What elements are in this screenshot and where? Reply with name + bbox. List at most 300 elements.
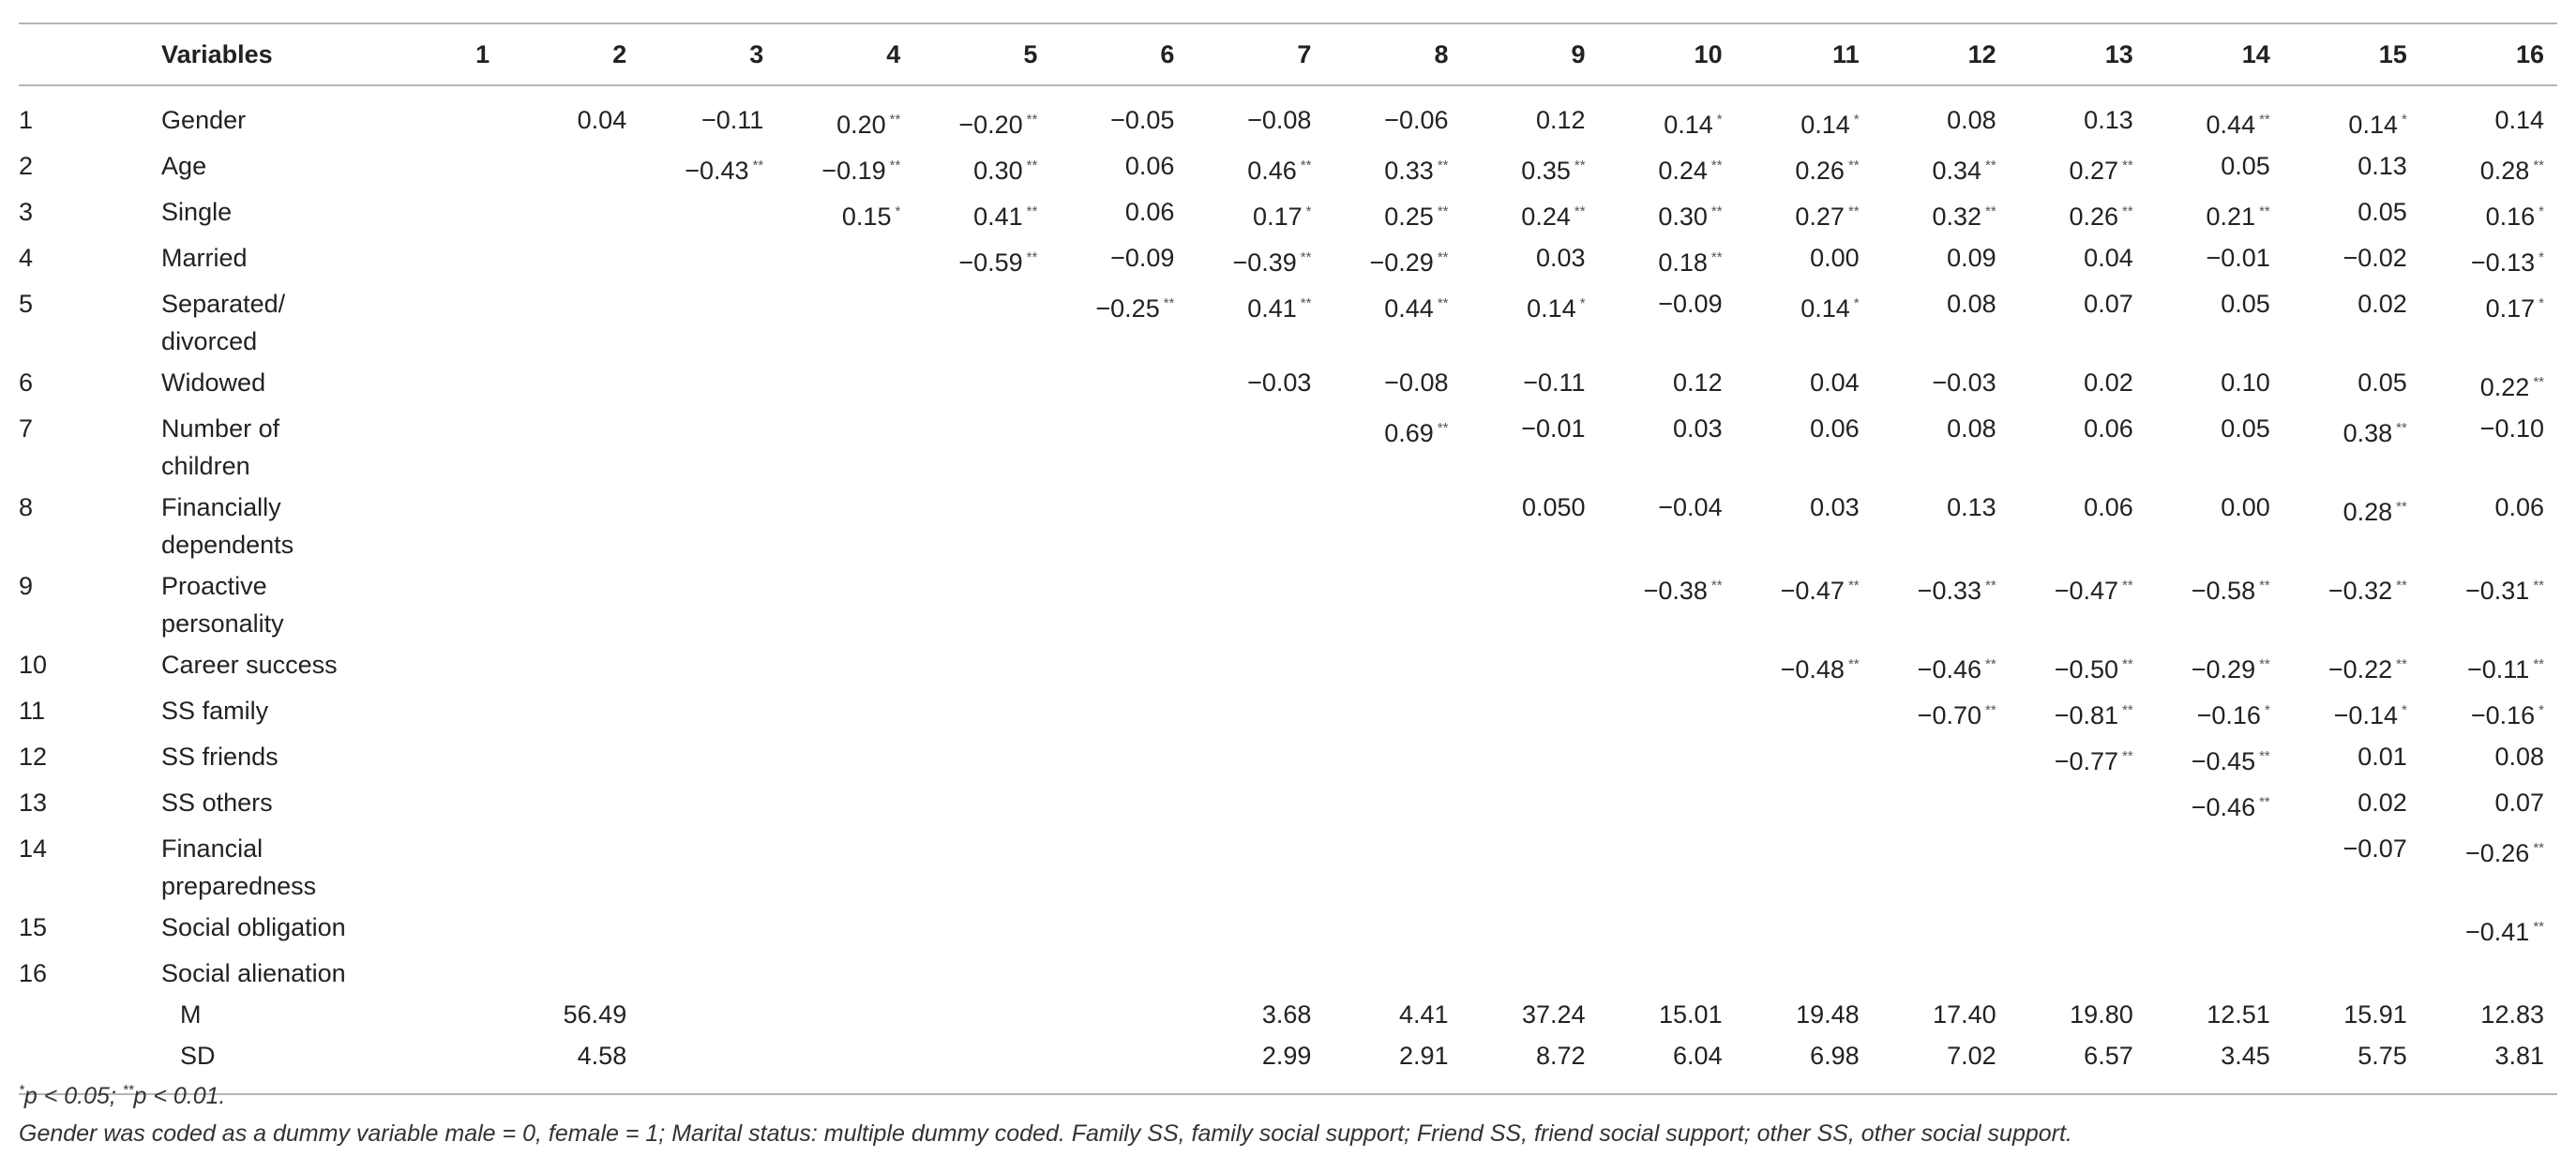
significance-marker: ** bbox=[889, 112, 901, 128]
table-cell: 0.14 bbox=[2494, 106, 2544, 134]
table-cell bbox=[1050, 283, 1187, 362]
table-cell bbox=[503, 487, 640, 565]
table-cell bbox=[2010, 953, 2147, 994]
column-header-5: 5 bbox=[913, 23, 1050, 85]
table-cell bbox=[1873, 782, 2010, 828]
table-cell: 0.06 bbox=[1124, 152, 1175, 180]
table-row bbox=[19, 85, 2557, 145]
coefficient-value: 0.22 bbox=[2479, 373, 2530, 401]
table-cell bbox=[2010, 736, 2147, 782]
significance-marker: ** bbox=[2259, 578, 2270, 594]
significance-marker: ** bbox=[1300, 295, 1312, 311]
table-cell bbox=[2147, 736, 2283, 782]
coefficient-value: 0.28 bbox=[2343, 498, 2393, 526]
table-cell bbox=[1462, 782, 1599, 828]
table-cell bbox=[1324, 953, 1461, 994]
column-header-1: 1 bbox=[366, 23, 503, 85]
significance-marker: ** bbox=[1437, 203, 1449, 219]
table-cell bbox=[2147, 644, 2283, 690]
coefficient-value: 0.20 bbox=[836, 111, 886, 139]
significance-marker: ** bbox=[889, 158, 901, 173]
column-header-15: 15 bbox=[2283, 23, 2420, 85]
significance-marker: * bbox=[2538, 203, 2544, 219]
table-cell bbox=[366, 782, 503, 828]
table-cell: −0.06 bbox=[1384, 106, 1449, 134]
table-cell bbox=[2283, 690, 2420, 736]
table-cell bbox=[2420, 362, 2557, 408]
table-cell bbox=[366, 994, 503, 1035]
column-header-16: 16 bbox=[2420, 23, 2557, 85]
table-row bbox=[19, 994, 2557, 1035]
coefficient-value: −0.43 bbox=[685, 157, 749, 185]
table-cell bbox=[1736, 85, 1873, 145]
table-cell bbox=[2283, 565, 2420, 644]
row-index: 14 bbox=[19, 834, 48, 863]
column-header-6: 6 bbox=[1050, 23, 1187, 85]
coefficient-value: −0.32 bbox=[2327, 577, 2393, 605]
coefficient-value: 0.25 bbox=[1384, 203, 1434, 231]
coefficient-value: −0.70 bbox=[1917, 701, 1981, 729]
significance-marker: ** bbox=[2396, 578, 2407, 594]
significance-marker: ** bbox=[2259, 656, 2270, 672]
table-cell bbox=[1873, 191, 2010, 237]
table-cell bbox=[1599, 145, 1736, 191]
table-cell: 0.12 bbox=[1673, 368, 1723, 397]
table-cell bbox=[503, 782, 640, 828]
table-cell bbox=[503, 362, 640, 408]
table-cell bbox=[1187, 565, 1324, 644]
table-cell bbox=[2420, 953, 2557, 994]
table-cell bbox=[1462, 644, 1599, 690]
row-index: 1 bbox=[19, 106, 34, 134]
coefficient-value: −0.81 bbox=[2054, 701, 2119, 729]
table-cell: 0.09 bbox=[1947, 244, 1996, 272]
table-cell: −0.08 bbox=[1247, 106, 1312, 134]
table-cell bbox=[2283, 85, 2420, 145]
table-cell bbox=[1462, 565, 1599, 644]
table-cell bbox=[1324, 782, 1461, 828]
table-body bbox=[19, 85, 2557, 1094]
table-cell: 0.08 bbox=[1947, 414, 1996, 443]
variable-name: Gender bbox=[161, 106, 247, 134]
column-header-2: 2 bbox=[503, 23, 640, 85]
table-cell bbox=[1736, 907, 1873, 953]
sig-marker-1: * bbox=[19, 1082, 24, 1098]
table-cell bbox=[640, 362, 776, 408]
table-cell bbox=[1324, 828, 1461, 907]
table-cell: 0.08 bbox=[1947, 106, 1996, 134]
table-cell bbox=[2283, 487, 2420, 565]
table-cell bbox=[2147, 565, 2283, 644]
table-cell bbox=[776, 283, 913, 362]
row-index: 11 bbox=[19, 697, 46, 725]
variable-name: Age bbox=[161, 152, 207, 180]
table-cell bbox=[366, 487, 503, 565]
table-cell bbox=[1324, 907, 1461, 953]
variable-name: Proactive personality bbox=[161, 572, 284, 638]
significance-marker: ** bbox=[2533, 374, 2544, 390]
table-cell bbox=[503, 565, 640, 644]
table-cell: 0.06 bbox=[2084, 414, 2133, 443]
significance-marker: ** bbox=[2122, 748, 2133, 764]
table-cell bbox=[2420, 907, 2557, 953]
table-cell bbox=[1736, 145, 1873, 191]
coefficient-value: 0.44 bbox=[1384, 294, 1434, 323]
table-cell bbox=[503, 237, 640, 283]
significance-marker: * bbox=[2401, 702, 2407, 718]
table-cell bbox=[1050, 953, 1187, 994]
table-cell bbox=[1462, 953, 1599, 994]
table-cell bbox=[503, 690, 640, 736]
coefficient-value: −0.45 bbox=[2191, 747, 2256, 775]
table-row bbox=[19, 736, 2557, 782]
table-cell: 15.01 bbox=[1659, 1000, 1723, 1029]
table-cell bbox=[2420, 644, 2557, 690]
row-index: 7 bbox=[19, 414, 34, 443]
table-cell bbox=[1050, 644, 1187, 690]
coefficient-value: −0.25 bbox=[1095, 294, 1160, 323]
significance-marker: ** bbox=[1985, 158, 1996, 173]
table-cell bbox=[1599, 953, 1736, 994]
table-cell bbox=[366, 828, 503, 907]
table-cell bbox=[913, 191, 1050, 237]
table-cell bbox=[1873, 644, 2010, 690]
table-cell bbox=[1736, 565, 1873, 644]
table-cell bbox=[913, 362, 1050, 408]
table-cell bbox=[913, 907, 1050, 953]
index-header bbox=[19, 23, 150, 85]
coefficient-value: −0.31 bbox=[2464, 577, 2530, 605]
table-cell: 0.13 bbox=[2084, 106, 2133, 134]
table-cell: 6.57 bbox=[2010, 1035, 2147, 1094]
table-cell bbox=[913, 237, 1050, 283]
variable-name: Social obligation bbox=[161, 913, 346, 941]
variable-name: Financial preparedness bbox=[161, 834, 317, 900]
table-cell bbox=[503, 828, 640, 907]
table-cell bbox=[366, 85, 503, 145]
table-cell bbox=[640, 487, 776, 565]
significance-marker: ** bbox=[1710, 203, 1723, 219]
table-cell: 2.99 bbox=[1187, 1035, 1324, 1094]
table-cell bbox=[640, 907, 776, 953]
table-cell bbox=[1873, 828, 2010, 907]
table-cell bbox=[366, 690, 503, 736]
table-cell: −0.11 bbox=[1523, 368, 1586, 397]
table-cell bbox=[1050, 907, 1187, 953]
table-cell bbox=[2420, 828, 2557, 907]
table-cell bbox=[2147, 782, 2283, 828]
significance-marker: * bbox=[1579, 295, 1586, 311]
row-index: 5 bbox=[19, 290, 34, 318]
table-cell bbox=[366, 362, 503, 408]
significance-marker: ** bbox=[1847, 203, 1860, 219]
significance-marker: ** bbox=[1437, 249, 1449, 265]
coefficient-value: −0.14 bbox=[2333, 701, 2398, 729]
table-cell bbox=[366, 191, 503, 237]
table-cell: 0.05 bbox=[2358, 368, 2407, 397]
significance-marker: ** bbox=[1985, 702, 1996, 718]
table-row bbox=[19, 487, 2557, 565]
table-cell bbox=[776, 408, 913, 487]
coefficient-value: −0.29 bbox=[1369, 248, 1434, 277]
table-cell: 19.48 bbox=[1796, 1000, 1860, 1029]
significance-marker: ** bbox=[1710, 578, 1723, 594]
column-header-4: 4 bbox=[776, 23, 913, 85]
table-cell bbox=[2010, 191, 2147, 237]
table-cell bbox=[776, 362, 913, 408]
table-cell: 37.24 bbox=[1521, 1000, 1586, 1029]
column-header-13: 13 bbox=[2010, 23, 2147, 85]
table-cell bbox=[1050, 782, 1187, 828]
table-cell: 3.81 bbox=[2420, 1035, 2557, 1094]
table-cell bbox=[1324, 736, 1461, 782]
table-cell bbox=[2420, 565, 2557, 644]
significance-marker: ** bbox=[1574, 203, 1586, 219]
table-cell bbox=[1324, 145, 1461, 191]
table-cell: −0.05 bbox=[1110, 106, 1175, 134]
table-row bbox=[19, 191, 2557, 237]
column-header-9: 9 bbox=[1462, 23, 1599, 85]
variable-name: SD bbox=[150, 1035, 366, 1094]
table-cell bbox=[913, 408, 1050, 487]
coefficient-value: 0.32 bbox=[1932, 203, 1981, 231]
table-cell bbox=[640, 953, 776, 994]
table-cell bbox=[1736, 782, 1873, 828]
table-cell bbox=[640, 145, 776, 191]
significance-marker: ** bbox=[2396, 420, 2407, 436]
table-cell bbox=[640, 408, 776, 487]
variable-name: SS family bbox=[161, 697, 269, 725]
table-cell bbox=[913, 487, 1050, 565]
sig-text-2: p < 0.01. bbox=[133, 1083, 226, 1109]
table-cell bbox=[366, 953, 503, 994]
variable-name: Number of children bbox=[161, 414, 280, 480]
row-index: 8 bbox=[19, 493, 34, 521]
table-cell bbox=[366, 736, 503, 782]
coefficient-value: −0.58 bbox=[2191, 577, 2256, 605]
table-cell: 0.03 bbox=[1673, 414, 1723, 443]
significance-marker: * bbox=[2538, 295, 2544, 311]
table-cell bbox=[1599, 191, 1736, 237]
table-cell bbox=[913, 565, 1050, 644]
coefficient-value: 0.24 bbox=[1658, 157, 1708, 185]
variable-name: Married bbox=[161, 244, 248, 272]
coefficient-value: 0.33 bbox=[1384, 157, 1434, 185]
table-cell: 17.40 bbox=[1933, 1000, 1996, 1029]
table-cell bbox=[366, 408, 503, 487]
row-index: 15 bbox=[19, 913, 48, 941]
table-cell bbox=[1050, 994, 1187, 1035]
table-cell: −0.09 bbox=[1110, 244, 1175, 272]
coefficient-value: −0.16 bbox=[2470, 701, 2536, 729]
table-cell: 6.04 bbox=[1599, 1035, 1736, 1094]
table-cell bbox=[1873, 907, 2010, 953]
coefficient-value: −0.26 bbox=[2464, 839, 2530, 867]
significance-marker: ** bbox=[2259, 112, 2270, 128]
significance-marker: * bbox=[895, 203, 901, 219]
coefficient-value: −0.46 bbox=[2191, 793, 2256, 821]
table-cell: 0.06 bbox=[2084, 493, 2133, 521]
table-row bbox=[19, 828, 2557, 907]
table-cell bbox=[1050, 408, 1187, 487]
coefficient-value: 0.30 bbox=[1658, 203, 1708, 231]
table-cell: −0.01 bbox=[2206, 244, 2270, 272]
coefficient-value: 0.26 bbox=[2069, 203, 2119, 231]
variable-name: M bbox=[180, 1000, 202, 1029]
significance-marker: * bbox=[2401, 112, 2407, 128]
table-cell bbox=[503, 145, 640, 191]
table-cell bbox=[640, 644, 776, 690]
table-cell: 3.45 bbox=[2147, 1035, 2283, 1094]
table-cell bbox=[1050, 690, 1187, 736]
table-cell: 0.06 bbox=[1124, 198, 1175, 226]
table-cell bbox=[1599, 736, 1736, 782]
table-cell bbox=[2283, 953, 2420, 994]
table-cell bbox=[913, 782, 1050, 828]
table-row bbox=[19, 237, 2557, 283]
table-cell bbox=[1599, 782, 1736, 828]
table-cell bbox=[913, 953, 1050, 994]
table-cell bbox=[640, 736, 776, 782]
coefficient-value: −0.46 bbox=[1917, 655, 1981, 684]
table-cell: 0.050 bbox=[1521, 493, 1586, 521]
table-cell bbox=[366, 565, 503, 644]
coefficient-value: 0.14 bbox=[1664, 111, 1713, 139]
table-cell: 12.51 bbox=[2207, 1000, 2270, 1029]
table-cell bbox=[1873, 145, 2010, 191]
sig-text-1: p < 0.05; bbox=[23, 1083, 123, 1109]
table-cell: 19.80 bbox=[2070, 1000, 2133, 1029]
coefficient-value: 0.46 bbox=[1247, 157, 1297, 185]
row-index: 3 bbox=[19, 198, 34, 226]
table-cell bbox=[2420, 690, 2557, 736]
table-cell bbox=[1736, 736, 1873, 782]
table-cell bbox=[640, 782, 776, 828]
significance-marker: ** bbox=[1300, 158, 1312, 173]
table-cell bbox=[503, 907, 640, 953]
table-cell bbox=[776, 644, 913, 690]
table-cell bbox=[913, 145, 1050, 191]
variable-name: SS others bbox=[161, 789, 273, 817]
table-cell: −0.03 bbox=[1932, 368, 1996, 397]
table-cell bbox=[640, 828, 776, 907]
column-header-10: 10 bbox=[1599, 23, 1736, 85]
table-cell bbox=[503, 736, 640, 782]
table-cell bbox=[1462, 145, 1599, 191]
table-cell bbox=[776, 85, 913, 145]
table-cell bbox=[1187, 828, 1324, 907]
variable-name: SS friends bbox=[161, 743, 279, 771]
table-cell bbox=[776, 565, 913, 644]
table-cell: 0.10 bbox=[2221, 368, 2270, 397]
table-row bbox=[19, 283, 2557, 362]
table-cell bbox=[1736, 690, 1873, 736]
table-cell: 0.04 bbox=[577, 106, 627, 134]
table-cell bbox=[1462, 907, 1599, 953]
table-cell bbox=[1736, 828, 1873, 907]
variable-name: Single bbox=[161, 198, 233, 226]
table-cell: 56.49 bbox=[563, 1000, 627, 1029]
significance-marker: * bbox=[1716, 112, 1723, 128]
table-cell bbox=[640, 994, 776, 1035]
table-cell: −0.08 bbox=[1384, 368, 1449, 397]
table-cell bbox=[1462, 690, 1599, 736]
table-cell bbox=[2010, 145, 2147, 191]
significance-marker: ** bbox=[2122, 158, 2133, 173]
significance-marker: ** bbox=[1985, 578, 1996, 594]
coefficient-value: −0.22 bbox=[2327, 655, 2393, 684]
coefficient-value: 0.35 bbox=[1521, 157, 1571, 185]
table-cell bbox=[503, 283, 640, 362]
sig-marker-2: ** bbox=[122, 1082, 134, 1098]
table-cell: 0.02 bbox=[2084, 368, 2133, 397]
table-cell bbox=[776, 782, 913, 828]
table-cell bbox=[776, 191, 913, 237]
table-cell bbox=[1187, 145, 1324, 191]
coefficient-value: 0.24 bbox=[1521, 203, 1571, 231]
significance-marker: ** bbox=[1710, 158, 1723, 173]
table-cell bbox=[1462, 736, 1599, 782]
table-cell bbox=[1599, 828, 1736, 907]
table-cell bbox=[1873, 953, 2010, 994]
variable-name: Social alienation bbox=[161, 959, 346, 987]
table-cell bbox=[1050, 736, 1187, 782]
significance-marker: ** bbox=[2396, 656, 2407, 672]
column-header-7: 7 bbox=[1187, 23, 1324, 85]
table-cell: 0.12 bbox=[1535, 106, 1586, 134]
significance-marker: ** bbox=[2259, 203, 2270, 219]
table-cell bbox=[1599, 644, 1736, 690]
row-index bbox=[19, 994, 150, 1035]
table-cell bbox=[2010, 565, 2147, 644]
significance-marker: ** bbox=[1574, 158, 1586, 173]
coefficient-value: 0.18 bbox=[1658, 248, 1708, 277]
significance-marker: ** bbox=[2533, 919, 2544, 935]
row-index: 4 bbox=[19, 244, 34, 272]
coefficient-value: −0.47 bbox=[2054, 577, 2119, 605]
table-cell bbox=[913, 994, 1050, 1035]
column-header-11: 11 bbox=[1736, 23, 1873, 85]
table-cell bbox=[640, 565, 776, 644]
table-cell bbox=[776, 994, 913, 1035]
table-cell: 0.06 bbox=[2494, 493, 2544, 521]
table-cell: 0.01 bbox=[2358, 743, 2407, 771]
coefficient-value: 0.41 bbox=[973, 203, 1023, 231]
table-cell: 4.41 bbox=[1398, 1000, 1449, 1029]
coefficient-value: 0.41 bbox=[1247, 294, 1297, 323]
table-cell bbox=[913, 283, 1050, 362]
significance-marker: ** bbox=[1026, 249, 1038, 265]
table-cell bbox=[776, 828, 913, 907]
table-cell bbox=[1599, 907, 1736, 953]
table-cell bbox=[640, 191, 776, 237]
table-row bbox=[19, 362, 2557, 408]
table-cell bbox=[503, 953, 640, 994]
table-cell bbox=[1462, 283, 1599, 362]
significance-marker: * bbox=[2538, 249, 2544, 265]
coefficient-value: 0.69 bbox=[1384, 419, 1434, 447]
table-cell bbox=[1324, 237, 1461, 283]
significance-marker: ** bbox=[2122, 203, 2133, 219]
coefficient-value: 0.44 bbox=[2206, 111, 2256, 139]
table-cell: 3.68 bbox=[1261, 1000, 1312, 1029]
coefficient-value: 0.27 bbox=[1795, 203, 1845, 231]
coefficient-value: −0.19 bbox=[821, 157, 886, 185]
significance-marker: ** bbox=[2122, 702, 2133, 718]
variable-name: Career success bbox=[161, 651, 338, 679]
table-cell bbox=[503, 644, 640, 690]
table-cell bbox=[1187, 237, 1324, 283]
